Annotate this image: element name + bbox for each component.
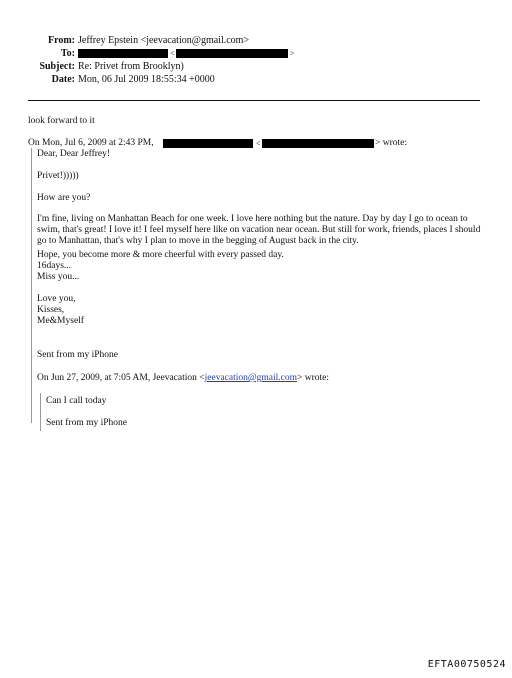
to-label: To:: [60, 48, 75, 59]
quote-bar-outer: [31, 148, 32, 423]
redaction-sender-name: [163, 139, 253, 148]
bates-number: EFTA00750524: [427, 659, 506, 670]
quote-intro-angle-open: <: [256, 139, 261, 148]
nested-quote-intro: [37, 373, 329, 384]
from-row: [5, 35, 405, 47]
nested-intro-prefix: On Jun 27, 2009, at 7:05 AM, Jeevacation <: [37, 373, 205, 383]
quote-intro-prefix: On Mon, Jul 6, 2009 at 2:43 PM,: [28, 138, 154, 148]
sent-from-iphone-2: Sent from my iPhone: [46, 418, 128, 428]
hope-line: Hope, you become more & more cheerful with every passed day.: [37, 250, 284, 260]
redaction-to-email: [176, 49, 288, 58]
quote-intro-suffix: > wrote:: [375, 138, 408, 148]
redaction-to-name: [78, 49, 168, 58]
greeting: Dear, Dear Jeffrey!: [37, 149, 111, 159]
email-link[interactable]: jeevacation@gmail.com: [204, 373, 298, 383]
nested-intro-suffix: > wrote:: [297, 373, 330, 383]
date-label: Date:: [51, 74, 75, 85]
to-angle-open: <: [170, 49, 175, 58]
miss-line: Miss you...: [37, 272, 80, 282]
subject-value: Re: Privet from Brooklyn): [78, 61, 184, 72]
quote-bar-inner: [40, 393, 41, 431]
how-are-you: How are you?: [37, 193, 91, 203]
days-line: 16days...: [37, 261, 72, 271]
nested-message: Can I call today: [46, 396, 107, 406]
from-label: From:: [47, 35, 75, 46]
redaction-sender-email: [262, 139, 374, 148]
reply-text: look forward to it: [28, 116, 95, 126]
main-paragraph: I'm fine, living on Manhattan Beach for one week. I love here nothing but the nature. Day by day I go to ocean to swim, that's great! I love it! I feel myself here like on vacation near ocean. But still for work, friends, places I should go to Manhattan, that's why I plan to move in the begging of August back in the city.: [37, 214, 481, 246]
date-value: Mon, 06 Jul 2009 18:55:34 +0000: [78, 74, 215, 85]
privet-line: Privet!))))): [37, 171, 79, 181]
subject-row: [5, 61, 405, 73]
to-angle-close: >: [290, 49, 295, 58]
sent-from-iphone-1: Sent from my iPhone: [37, 350, 119, 360]
kisses-line: Kisses,: [37, 305, 65, 315]
date-row: [5, 74, 405, 86]
from-value: Jeffrey Epstein <jeevacation@gmail.com>: [78, 35, 250, 46]
love-line: Love you,: [37, 294, 76, 304]
subject-label: Subject:: [39, 61, 75, 72]
header-divider: [28, 100, 480, 101]
signature: Me&Myself: [37, 316, 84, 326]
